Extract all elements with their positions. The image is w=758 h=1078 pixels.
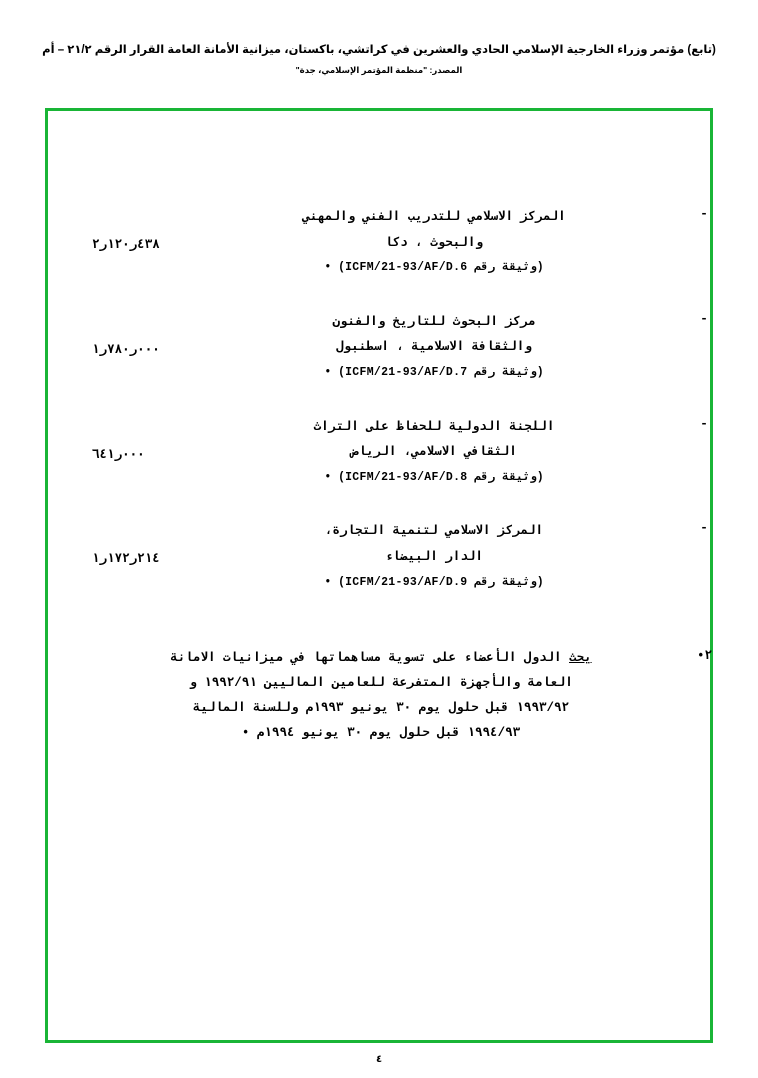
paragraph-body [86,646,676,746]
item-body [216,205,652,280]
item-document-ref [216,361,652,385]
paragraph-line-3: ١٩٩٣/٩٢ قبل حلول يوم ٣٠ يونيو ١٩٩٣م وللسنة المالية [192,701,570,716]
paragraph-line-1 [86,646,676,671]
doc-prefix: (وثيقة رقم [474,366,544,380]
page-number: ٤ [375,1054,383,1065]
item-amount: ٢١٤ر١٧٢ر١ [92,552,160,567]
bullet-dash-icon: - [700,520,708,536]
item-line-2: والثقافة الاسلامية ، اسطنبول [336,340,532,355]
paragraph-line-2: العامة والأجهزة المتفرعة للعامين الماليين ١٩٩٢/٩١ و [189,676,573,691]
item-line-1: المركز الاسلامي لتنمية التجارة، [324,524,544,539]
bullet-dash-icon: - [700,206,708,221]
doc-prefix: (وثيقة رقم [474,261,544,275]
document-body [0,205,758,746]
list-item [46,205,712,280]
doc-suffix: ) • [324,575,346,589]
doc-suffix: ) • [324,261,346,275]
doc-prefix: (وثيقة رقم [474,575,544,589]
paragraph-number: ٢• [696,649,712,664]
doc-suffix: ) • [324,470,346,484]
page-header [0,42,758,76]
bullet-dash-icon: - [700,415,708,431]
item-document-ref [216,466,652,490]
item-document-ref [216,256,652,280]
item-line-2: الثقافي الاسلامي، الرياض [351,445,517,460]
paragraph-lead-word: يحث [569,651,592,666]
item-line-2: الدار البيضاء [385,550,483,565]
list-item [46,310,712,385]
paragraph-line-4: ١٩٩٤/٩٣ قبل حلول يوم ٣٠ يونيو ١٩٩٤م • [241,726,521,741]
doc-code: ICFM/21-93/AF/D.8 [345,470,468,484]
item-amount: ٠٠٠ر٦٤١ [92,447,145,462]
header-source: المصدر: "منظمة المؤتمر الإسلامي، جدة" [295,65,463,76]
item-body [216,310,652,385]
item-document-ref [216,571,652,595]
list-item [46,415,712,490]
doc-code: ICFM/21-93/AF/D.7 [345,366,468,380]
item-line-1: مركز البحوث للتاريخ والفنون [332,314,536,329]
header-title: (تابع) مؤتمر وزراء الخارجية الإسلامي الحادي والعشرين في كراتشي، باكستان، ميزانية الأمانة العامة القرار الرقم ٢١/٢ – أم [42,44,716,56]
doc-suffix: ) • [324,366,346,380]
item-amount: ٠٠٠ر٧٨٠ر١ [92,342,160,357]
doc-code: ICFM/21-93/AF/D.9 [345,575,468,589]
item-line-1: اللجنة الدولية للحفاظ على التراث [313,419,555,434]
item-line-2: والبحوث ، دكا [385,235,483,250]
item-line-1: المركز الاسلامي للتدريب الفني والمهني [302,210,566,224]
item-body [216,519,652,594]
doc-prefix: (وثيقة رقم [474,470,544,484]
list-item [46,519,712,594]
paragraph-line-1-rest: الدول الأعضاء على تسوية مساهماتها في ميزانيات الامانة [170,651,562,666]
item-body [216,415,652,490]
bullet-dash-icon: - [700,310,708,326]
doc-code: ICFM/21-93/AF/D.6 [345,261,468,275]
numbered-paragraph [46,646,712,746]
item-amount: ٤٣٨ر١٢٠ر٢ [92,238,160,252]
